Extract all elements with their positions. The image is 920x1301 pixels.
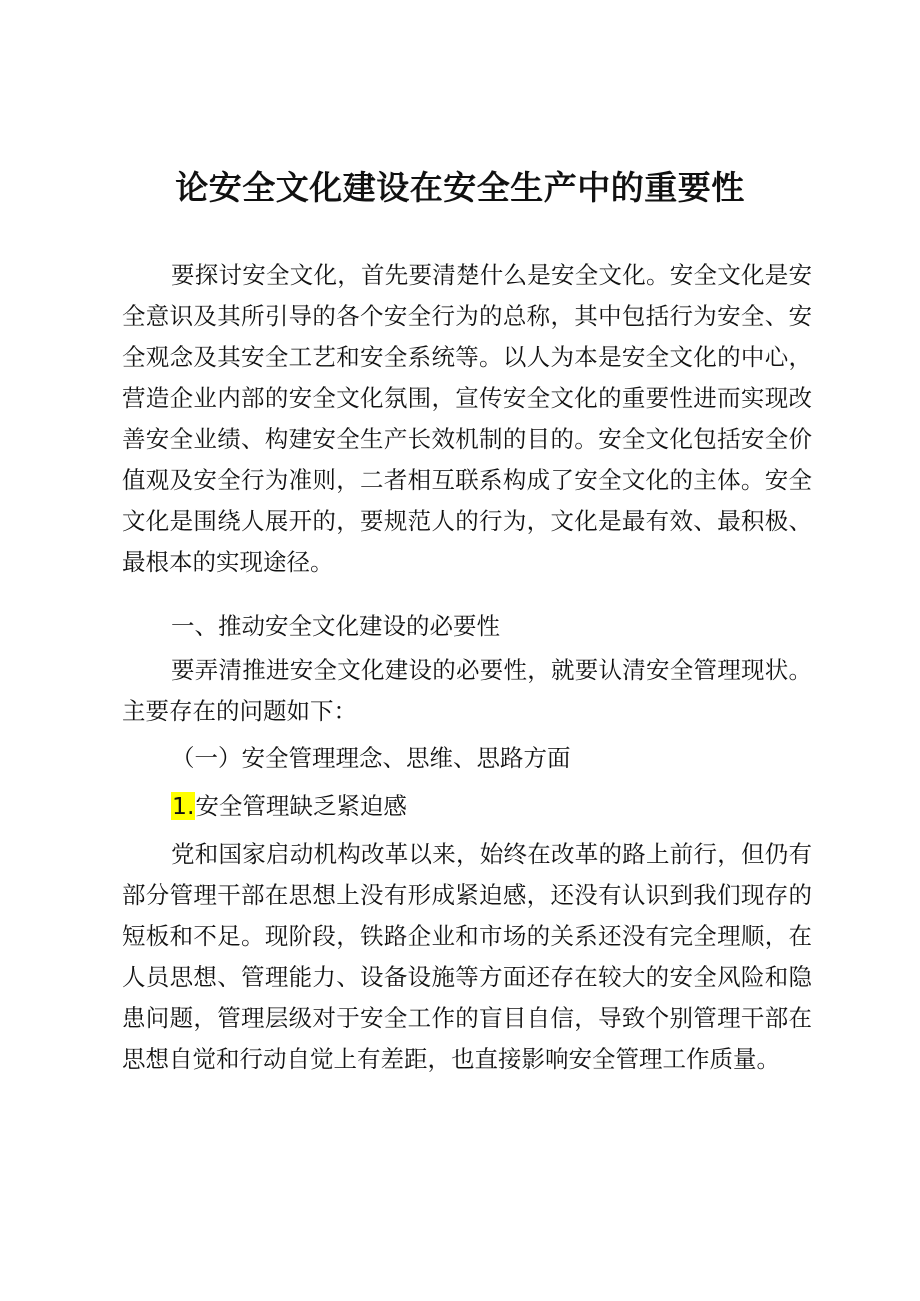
subsection-heading-management-concepts: （一）安全管理理念、思维、思路方面 (171, 744, 571, 772)
item-heading-lack-of-urgency (171, 786, 407, 827)
problems-intro-paragraph: 要弄清推进安全文化建设的必要性，就要认清安全管理现状。主要存在的问题如下： (122, 656, 812, 725)
section-heading-necessity: 一、推动安全文化建设的必要性 (171, 612, 500, 640)
urgency-paragraph: 党和国家启动机构改革以来，始终在改革的路上前行，但仍有部分管理干部在思想上没有形成紧迫感，还没有认识到我们现存的短板和不足。现阶段，铁路企业和市场的关系还没有完全理顺，在人员思想、管理能力、设备设施等方面还存在较大的安全风险和隐患问题，管理层级对于安全工作的盲目自信，导致个别管理干部在思想自觉和行动自觉上有差距，也直接影响安全管理工作质量。 (122, 840, 812, 1073)
intro-paragraph: 要探讨安全文化，首先要清楚什么是安全文化。安全文化是安全意识及其所引导的各个安全行为的总称，其中包括行为安全、安全观念及其安全工艺和安全系统等。以人为本是安全文化的中心，营造企业内部的安全文化氛围，宣传安全文化的重要性进而实现改善安全业绩、构建安全生产长效机制的目的。安全文化包括安全价值观及安全行为准则，二者相互联系构成了安全文化的主体。安全文化是围绕人展开的，要规范人的行为，文化是最有效、最积极、最根本的实现途径。 (122, 261, 812, 576)
item-heading-text: 安全管理缺乏紧迫感 (195, 792, 407, 820)
document-title: 论安全文化建设在安全生产中的重要性 (175, 168, 745, 207)
highlighted-item-number: 1. (172, 792, 195, 820)
